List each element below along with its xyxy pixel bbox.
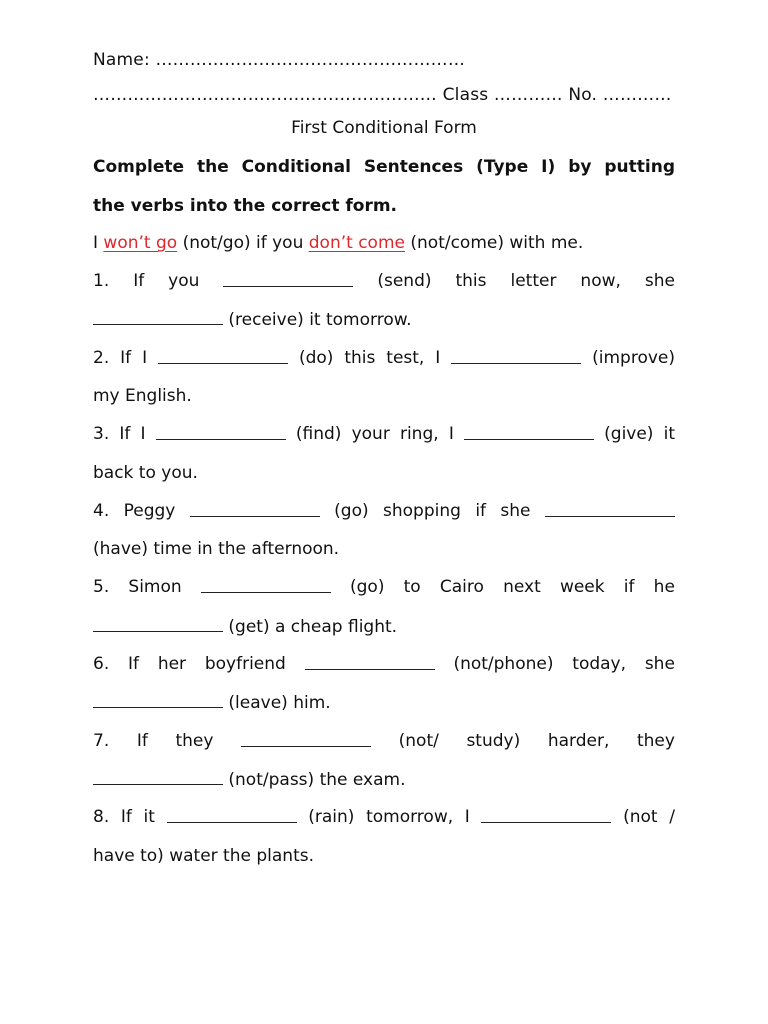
answer-blank[interactable] — [167, 807, 297, 823]
answer-blank[interactable] — [93, 309, 223, 325]
exercise-item-1-line-2 — [93, 309, 675, 330]
instruction-word: I) — [541, 157, 556, 177]
item-word: If — [133, 271, 145, 291]
exercise-item-6-line-1 — [93, 654, 675, 674]
item-word: 3. — [93, 424, 110, 445]
item-word: letter — [510, 271, 557, 291]
item-word: (not/ — [398, 730, 439, 751]
item-word: they — [636, 730, 675, 751]
example-answer-1: won’t go — [103, 233, 178, 253]
item-word: / — [669, 807, 675, 828]
class-number-line: …………………………………………………… Class ………… No. ………… — [93, 85, 672, 105]
example-sentence — [93, 233, 583, 253]
item-word: today, — [572, 654, 627, 674]
instruction-word: the — [196, 157, 229, 177]
answer-blank[interactable] — [156, 424, 286, 440]
item-word: (go) — [334, 500, 369, 521]
item-word: if — [623, 577, 635, 598]
answer-blank[interactable] — [223, 271, 353, 287]
answer-blank[interactable] — [201, 577, 331, 593]
item-word: (not/phone) — [453, 654, 554, 674]
item-word: she — [500, 500, 531, 521]
answer-blank[interactable] — [241, 731, 371, 747]
item-word: (find) — [295, 424, 342, 445]
exercise-item-6-line-2 — [93, 692, 675, 713]
example-answer-2: don’t come — [308, 233, 405, 253]
item-word: now, — [580, 271, 621, 291]
item-word: (do) — [298, 347, 334, 368]
instruction-word: Complete — [93, 157, 185, 177]
answer-blank[interactable] — [190, 501, 320, 517]
item-word: 6. — [93, 654, 110, 674]
exercise-item-5-line-2 — [93, 616, 675, 637]
item-word: I — [435, 347, 441, 368]
item-word: test, — [386, 347, 425, 368]
item-word: this — [455, 271, 487, 291]
item-word: Peggy — [123, 500, 176, 521]
answer-blank[interactable] — [545, 501, 675, 517]
item-word: I — [142, 347, 148, 368]
instruction-word: putting — [604, 157, 675, 177]
answer-blank[interactable] — [93, 769, 223, 785]
item-word: I — [448, 424, 454, 445]
item-word: 8. — [93, 807, 110, 828]
item-word: If — [120, 807, 132, 828]
item-word: she — [644, 271, 675, 291]
item-text: (have) time in the afternoon. — [93, 539, 340, 560]
item-word: harder, — [547, 730, 610, 751]
item-word: (rain) — [308, 807, 355, 828]
answer-blank[interactable] — [305, 654, 435, 670]
item-word: ring, — [399, 424, 439, 445]
item-text: back to you. — [93, 462, 198, 483]
item-text: (get) a cheap flight. — [223, 616, 398, 637]
item-word: she — [644, 654, 675, 674]
answer-blank[interactable] — [158, 348, 288, 364]
example-text-3: (not/come) with me. — [404, 233, 584, 253]
example-text-2: (not/go) if you — [177, 233, 309, 253]
exercise-item-8-line-2 — [93, 846, 675, 866]
exercise-item-4-line-2 — [93, 539, 675, 559]
instruction-line-1 — [93, 157, 675, 177]
item-word: I — [464, 807, 470, 828]
item-word: (improve) — [592, 347, 675, 368]
item-word: 5. — [93, 577, 110, 598]
answer-blank[interactable] — [481, 807, 611, 823]
answer-blank[interactable] — [93, 692, 223, 708]
instruction-word: by — [568, 157, 592, 177]
item-word: I — [140, 424, 146, 445]
item-text: my English. — [93, 385, 192, 406]
exercise-item-1-line-1 — [93, 271, 675, 291]
exercise-item-3-line-1 — [93, 424, 675, 444]
item-word: your — [351, 424, 390, 445]
item-word: (not — [623, 807, 658, 828]
exercise-item-8-line-1 — [93, 807, 675, 827]
item-word: If — [119, 424, 131, 445]
item-word: Simon — [128, 577, 182, 598]
item-word: it — [663, 424, 675, 445]
item-word: (go) — [350, 577, 385, 598]
item-word: week — [559, 577, 605, 598]
item-word: 7. — [93, 730, 110, 751]
item-word: this — [344, 347, 376, 368]
item-word: next — [503, 577, 541, 598]
item-word: if — [475, 500, 487, 521]
item-word: 1. — [93, 271, 110, 291]
item-word: Cairo — [439, 577, 484, 598]
item-word: If — [128, 654, 140, 674]
exercise-item-2-line-2 — [93, 386, 675, 406]
item-word: study) — [466, 730, 521, 751]
item-word: he — [653, 577, 675, 598]
answer-blank[interactable] — [451, 348, 581, 364]
item-word: 2. — [93, 347, 110, 368]
exercise-item-4-line-1 — [93, 501, 675, 521]
item-word: shopping — [383, 500, 461, 521]
instruction-line-2: the verbs into the correct form. — [93, 196, 398, 216]
instruction-word: Conditional — [241, 157, 351, 177]
item-word: you — [168, 271, 200, 291]
exercise-item-5-line-1 — [93, 577, 675, 597]
item-word: her — [157, 654, 187, 674]
item-word: tomorrow, — [366, 807, 454, 828]
item-text: have to) water the plants. — [93, 845, 314, 866]
instruction-word: Sentences — [363, 157, 464, 177]
item-text: (receive) it tomorrow. — [223, 310, 412, 331]
item-word: 4. — [93, 500, 110, 521]
item-word: it — [143, 807, 155, 828]
item-word: (give) — [604, 424, 654, 445]
name-field-line: Name: ……………………………………………… — [93, 50, 466, 70]
example-text-1: I — [93, 233, 104, 253]
exercise-item-7-line-1 — [93, 731, 675, 751]
item-word: If — [120, 347, 132, 368]
exercise-item-7-line-2 — [93, 769, 675, 790]
instruction-word: (Type — [476, 157, 529, 177]
worksheet-title: First Conditional Form — [291, 118, 477, 138]
item-word: to — [403, 577, 421, 598]
item-text: (not/pass) the exam. — [223, 769, 406, 790]
item-word: If — [136, 730, 148, 751]
exercise-item-2-line-1 — [93, 348, 675, 368]
item-word: boyfriend — [204, 654, 286, 674]
answer-blank[interactable] — [93, 616, 223, 632]
item-word: (send) — [377, 271, 432, 291]
exercise-item-3-line-2 — [93, 463, 675, 483]
item-text: (leave) him. — [223, 693, 331, 714]
answer-blank[interactable] — [464, 424, 594, 440]
item-word: they — [175, 730, 214, 751]
